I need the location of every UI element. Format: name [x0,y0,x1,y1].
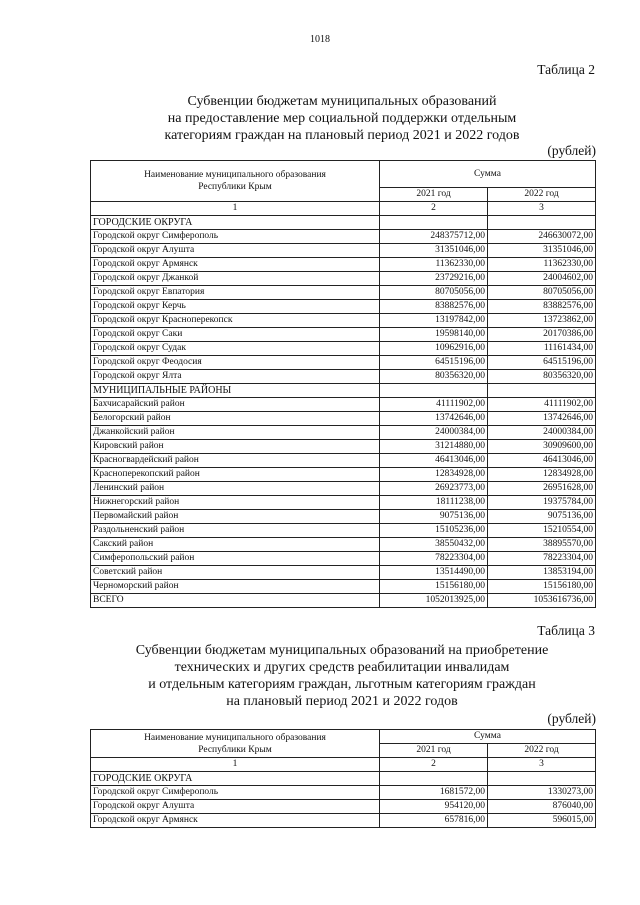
table2-colnum-2: 2 [380,202,488,216]
table2-header-year1: 2021 год [380,188,488,202]
row-value-2021: 24000384,00 [380,426,488,440]
row-name: Городской округ Саки [91,328,380,342]
header-name-line: Наименование муниципального образования [144,170,326,180]
table2-units: (рублей) [547,143,596,158]
table3-title-line: Субвенции бюджетам муниципальных образований на приобретение [135,643,549,658]
row-value-2022: 1330273,00 [488,786,596,800]
table-row [91,538,596,552]
row-value-2022: 596015,00 [488,814,596,828]
table2-title [90,93,594,144]
header-name-line: Наименование муниципального образования [144,732,326,743]
row-value-2022: 15156180,00 [488,580,596,594]
row-value-2021: 31351046,00 [380,244,488,258]
row-name: Городской округ Алушта [91,800,380,814]
row-value-2022: 13742646,00 [488,412,596,426]
table-row [91,286,596,300]
row-name: Городской округ Евпатория [91,286,380,300]
row-value-2021: 11362330,00 [380,258,488,272]
row-value-2021: 657816,00 [380,814,488,828]
row-value-2022: 80356320,00 [488,370,596,384]
row-value-2021: 13197842,00 [380,314,488,328]
table2-section-urban: ГОРОДСКИЕ ОКРУГА [91,216,380,230]
table3-title-line: на плановый период 2021 и 2022 годов [226,694,458,709]
table2-section-districts: МУНИЦИПАЛЬНЫЕ РАЙОНЫ [91,384,380,398]
table-row [91,230,596,244]
table-row [91,314,596,328]
row-value-2022: 31351046,00 [488,244,596,258]
row-value-2022: 9075136,00 [488,510,596,524]
table3-header-sum: Сумма [380,730,596,744]
row-value-2021: 15156180,00 [380,580,488,594]
row-value-2021: 80356320,00 [380,370,488,384]
row-value-2021: 46413046,00 [380,454,488,468]
row-name: Городской округ Феодосия [91,356,380,370]
table-row [91,454,596,468]
table3-colnum-1: 1 [91,758,380,772]
row-value-2022: 19375784,00 [488,496,596,510]
row-value-2022: 78223304,00 [488,552,596,566]
table2-label: Таблица 2 [537,62,595,77]
table2-header-year2: 2022 год [488,188,596,202]
page-number: 1018 [310,34,330,45]
table2-colnum-1: 1 [91,202,380,216]
row-value-2022: 24004602,00 [488,272,596,286]
row-name: Нижнегорский район [91,496,380,510]
table3-section-urban: ГОРОДСКИЕ ОКРУГА [91,772,380,786]
row-value-2022: 30909600,00 [488,440,596,454]
row-name: Городской округ Армянск [91,258,380,272]
table-row [91,800,596,814]
table3-title-line: технических и других средств реабилитации инвалидам [174,660,510,675]
row-value-2022: 26951628,00 [488,482,596,496]
row-value-2022: 246630072,00 [488,230,596,244]
row-value-2021: 78223304,00 [380,552,488,566]
row-value-2022: 64515196,00 [488,356,596,370]
table2-title-line: категориям граждан на плановый период 2021 и 2022 годов [164,128,520,143]
table-row [91,510,596,524]
table3-header-year2: 2022 год [488,744,596,758]
row-value-2021: 18111238,00 [380,496,488,510]
table-row [91,496,596,510]
table3-header-name [91,730,380,758]
row-value-2021: 954120,00 [380,800,488,814]
row-name: Джанкойский район [91,426,380,440]
table2-colnum-3: 3 [488,202,596,216]
row-value-2021: 13514490,00 [380,566,488,580]
table3-colnum-3: 3 [488,758,596,772]
row-value-2022: 13723862,00 [488,314,596,328]
row-value-2021: 80705056,00 [380,286,488,300]
row-value-2021: 38550432,00 [380,538,488,552]
row-name: Красногвардейский район [91,454,380,468]
table-row [91,786,596,800]
row-value-2021: 15105236,00 [380,524,488,538]
table-row [91,398,596,412]
table2-header-sum: Сумма [380,161,596,188]
row-name: Городской округ Симферополь [91,230,380,244]
row-name: Городской округ Красноперекопск [91,314,380,328]
row-name: ВСЕГО [91,594,380,608]
row-value-2021: 13742646,00 [380,412,488,426]
table-row [91,258,596,272]
table2-header-name [91,161,380,202]
row-name: Белогорский район [91,412,380,426]
row-value-2021: 19598140,00 [380,328,488,342]
row-value-2021: 26923773,00 [380,482,488,496]
row-name: Городской округ Алушта [91,244,380,258]
table-row [91,412,596,426]
header-name-line: Республики Крым [198,182,272,192]
row-value-2021: 10962916,00 [380,342,488,356]
row-value-2021: 1052013925,00 [380,594,488,608]
row-value-2022: 80705056,00 [488,286,596,300]
row-value-2022: 876040,00 [488,800,596,814]
row-value-2022: 38895570,00 [488,538,596,552]
row-name: Бахчисарайский район [91,398,380,412]
table3-header-year1: 2021 год [380,744,488,758]
table3 [90,729,596,828]
table-row [91,328,596,342]
row-value-2022: 46413046,00 [488,454,596,468]
row-value-2022: 12834928,00 [488,468,596,482]
row-value-2022: 24000384,00 [488,426,596,440]
table-row [91,482,596,496]
table-row [91,580,596,594]
row-value-2022: 20170386,00 [488,328,596,342]
table-row [91,552,596,566]
row-value-2021: 9075136,00 [380,510,488,524]
row-value-2021: 23729216,00 [380,272,488,286]
header-name-line: Республики Крым [198,744,272,755]
table-row [91,566,596,580]
row-name: Городской округ Джанкой [91,272,380,286]
table2-title-line: Субвенции бюджетам муниципальных образований [187,94,497,109]
table-row [91,524,596,538]
row-name: Городской округ Судак [91,342,380,356]
row-value-2021: 12834928,00 [380,468,488,482]
total-row [91,594,596,608]
table-row [91,300,596,314]
table-row [91,468,596,482]
row-name: Советский район [91,566,380,580]
row-name: Городской округ Симферополь [91,786,380,800]
row-value-2021: 31214880,00 [380,440,488,454]
row-value-2022: 1053616736,00 [488,594,596,608]
table-row [91,370,596,384]
row-name: Городской округ Армянск [91,814,380,828]
row-value-2022: 13853194,00 [488,566,596,580]
row-name: Сакский район [91,538,380,552]
row-value-2021: 64515196,00 [380,356,488,370]
table-row [91,356,596,370]
table3-title [90,642,594,710]
row-name: Черноморский район [91,580,380,594]
row-name: Первомайский район [91,510,380,524]
table2 [90,160,596,608]
row-value-2021: 41111902,00 [380,398,488,412]
row-value-2021: 1681572,00 [380,786,488,800]
table3-label: Таблица 3 [537,623,595,638]
table-row [91,244,596,258]
row-value-2022: 15210554,00 [488,524,596,538]
table-row [91,426,596,440]
row-name: Городской округ Керчь [91,300,380,314]
row-name: Кировский район [91,440,380,454]
table-row [91,272,596,286]
row-value-2022: 11161434,00 [488,342,596,356]
row-value-2022: 11362330,00 [488,258,596,272]
table3-colnum-2: 2 [380,758,488,772]
row-name: Симферопольский район [91,552,380,566]
table2-title-line: на предоставление мер социальной поддержки отдельным [167,111,517,126]
row-name: Ленинский район [91,482,380,496]
table3-units: (рублей) [547,711,596,726]
row-name: Раздольненский район [91,524,380,538]
row-name: Красноперекопский район [91,468,380,482]
table-row [91,814,596,828]
row-value-2022: 41111902,00 [488,398,596,412]
table-row [91,342,596,356]
table3-title-line: и отдельным категориям граждан, льготным категориям граждан [148,677,536,692]
table-row [91,440,596,454]
row-name: Городской округ Ялта [91,370,380,384]
row-value-2021: 83882576,00 [380,300,488,314]
row-value-2021: 248375712,00 [380,230,488,244]
row-value-2022: 83882576,00 [488,300,596,314]
